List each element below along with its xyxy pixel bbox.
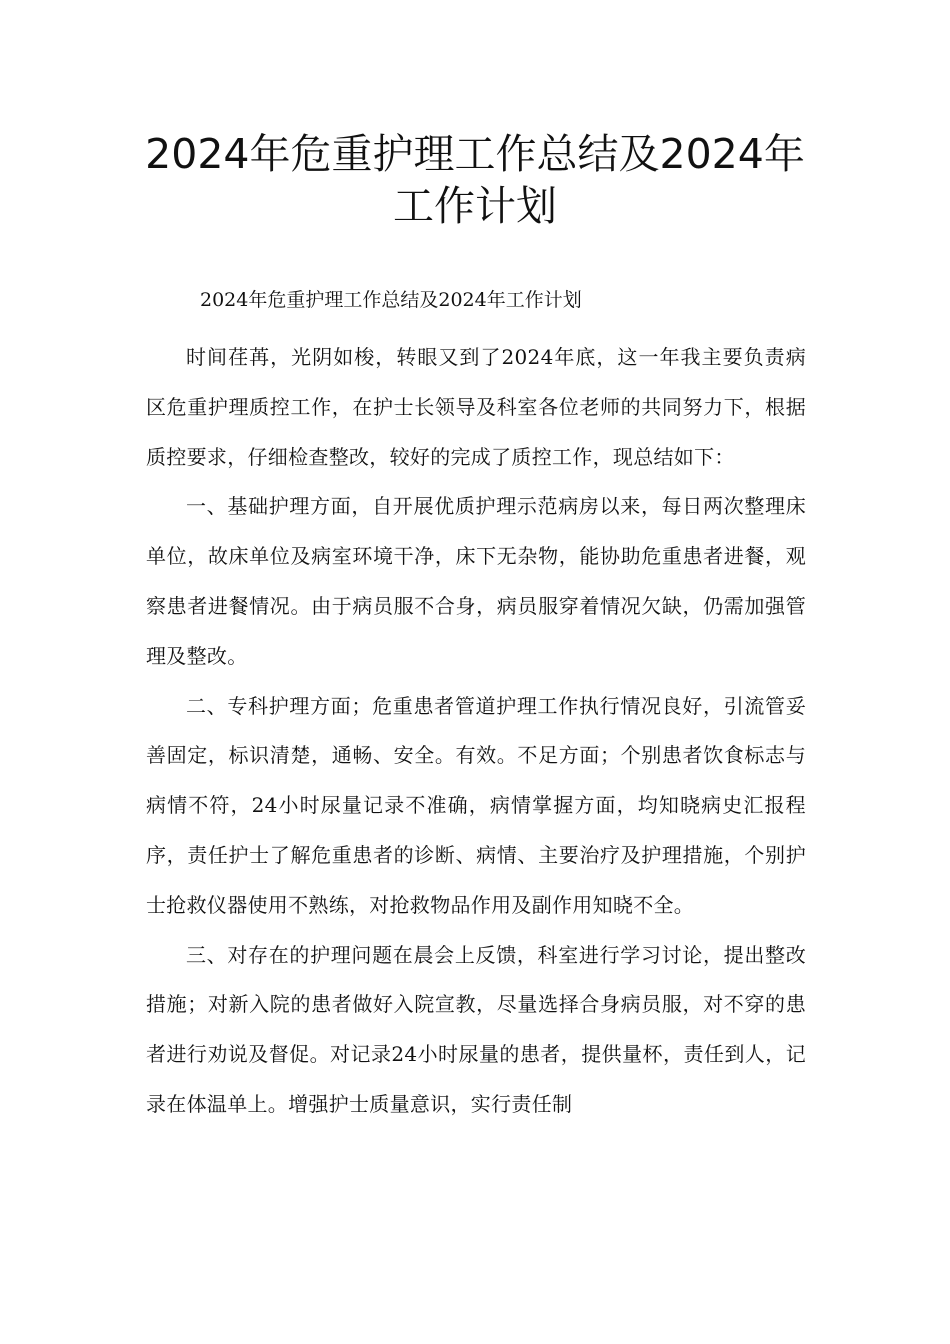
paragraph-basic-nursing: 一、基础护理方面，自开展优质护理示范病房以来，每日两次整理床单位，故床单位及病室环境干净，床下无杂物，能协助危重患者进餐，观察患者进餐情况。由于病员服不合身，病员服穿着情况欠缺，仍需加强管理及整改。: [146, 494, 806, 668]
document-subtitle: 2024年危重护理工作总结及2024年工作计划: [200, 289, 582, 311]
paragraph-improvement: 三、对存在的护理问题在晨会上反馈，科室进行学习讨论，提出整改措施；对新入院的患者做好入院宣教，尽量选择合身病员服，对不穿的患者进行劝说及督促。对记录24小时尿量的患者，提供量杯，责任到人，记录在体温单上。增强护士质量意识，实行责任制: [146, 942, 806, 1116]
paragraph-intro: 时间荏苒，光阴如梭，转眼又到了2024年底，这一年我主要负责病区危重护理质控工作，在护士长领导及科室各位老师的共同努力下，根据质控要求，仔细检查整改，较好的完成了质控工作，现总结如下：: [146, 345, 806, 469]
document-title: 2024年危重护理工作总结及2024年工作计划: [145, 130, 805, 230]
document-body: [146, 333, 806, 1130]
paragraph-specialty-nursing: 二、专科护理方面；危重患者管道护理工作执行情况良好，引流管妥善固定，标识清楚，通畅、安全。有效。不足方面；个别患者饮食标志与病情不符，24小时尿量记录不准确，病情掌握方面，均知晓病史汇报程序，责任护士了解危重患者的诊断、病情、主要治疗及护理措施，个别护士抢救仪器使用不熟练，对抢救物品作用及副作用知晓不全。: [146, 693, 806, 917]
